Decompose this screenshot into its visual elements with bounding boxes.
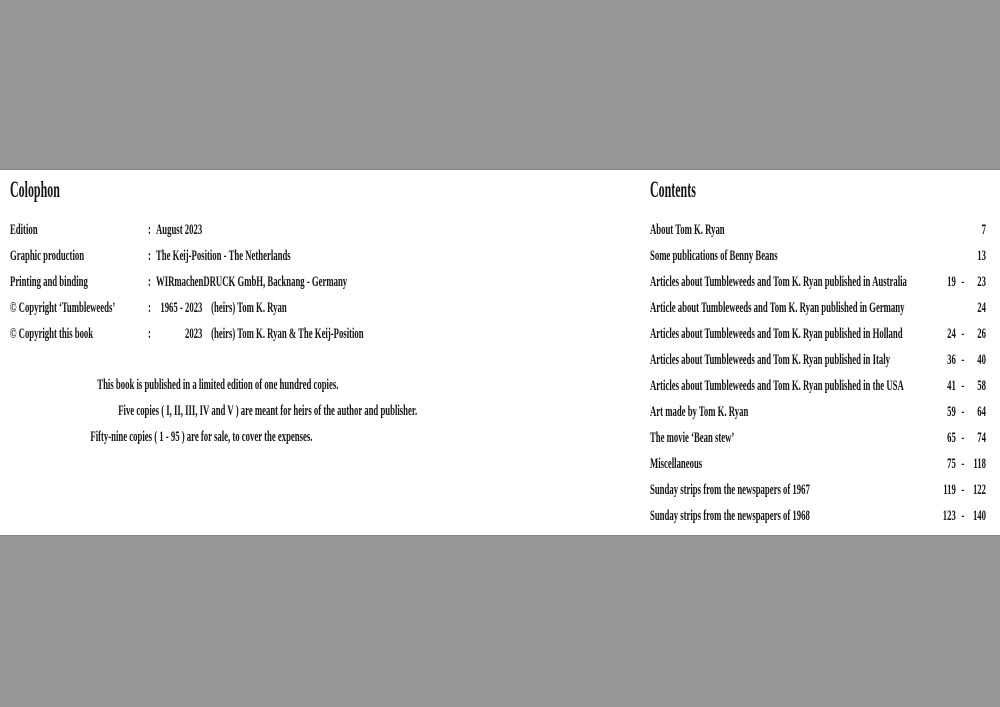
contents-row-page-dash: - xyxy=(961,404,965,420)
contents-row-page-start: 19 xyxy=(947,274,956,290)
colophon-heading xyxy=(10,178,106,202)
contents-row-page-dash: - xyxy=(961,508,965,524)
contents-row-page-dash: - xyxy=(961,430,965,446)
contents-row xyxy=(650,425,986,451)
colophon-note-line xyxy=(10,424,345,450)
contents-row-pages xyxy=(933,373,986,399)
contents-row-pages xyxy=(933,477,986,503)
contents-row-page-start: 59 xyxy=(947,404,956,420)
contents-row-pages xyxy=(933,347,986,373)
contents-row-page-end: 64 xyxy=(977,404,986,420)
contents-row xyxy=(650,217,986,243)
contents-row xyxy=(650,243,986,269)
contents-row-pages xyxy=(933,217,986,243)
colophon-row-colon: : xyxy=(148,326,151,342)
colophon-row-value xyxy=(156,269,347,295)
colophon-row-value xyxy=(156,295,287,321)
colophon-row-label: Graphic production xyxy=(10,248,85,264)
colophon-row xyxy=(10,217,355,243)
colophon-row-label: © Copyright ‘Tumbleweeds’ xyxy=(10,300,116,316)
contents-row-page-dash: - xyxy=(961,378,965,394)
colophon-rows xyxy=(10,217,364,347)
colophon-note-line xyxy=(10,372,345,398)
contents-row-pages xyxy=(933,269,986,295)
colophon-row-colon: : xyxy=(148,248,151,264)
contents-row-pages xyxy=(933,321,986,347)
colophon-row-value-text: August 2023 xyxy=(156,222,203,238)
contents-row-page-end: 118 xyxy=(973,456,986,472)
contents-row-page-end: 40 xyxy=(977,352,986,368)
contents-row-page-end: 58 xyxy=(977,378,986,394)
colophon-heading-text: Colophon xyxy=(10,177,60,202)
contents-row-page-start: 41 xyxy=(947,378,956,394)
colophon-row-colon: : xyxy=(148,274,151,290)
colophon-row xyxy=(10,269,355,295)
contents-row-page-start: 65 xyxy=(947,430,956,446)
contents-row-page-end: 23 xyxy=(977,274,986,290)
contents-row-pages xyxy=(933,295,986,321)
contents-row-page-dash: - xyxy=(961,482,965,498)
contents-row-page-dash: - xyxy=(961,274,965,290)
contents-rows xyxy=(650,217,986,529)
contents-row-page-end: 140 xyxy=(972,508,986,524)
contents-row-pages xyxy=(933,425,986,451)
contents-row-page-start: 123 xyxy=(942,508,956,524)
contents-heading-text: Contents xyxy=(650,177,696,202)
colophon-row-colon: : xyxy=(148,300,151,316)
contents-row xyxy=(650,269,986,295)
colophon-notes xyxy=(10,372,418,450)
contents-row-page-end: 122 xyxy=(972,482,986,498)
colophon-row-colon: : xyxy=(148,222,151,238)
contents-row xyxy=(650,503,986,529)
contents-row-page-end: 26 xyxy=(977,326,986,342)
colophon-note-text: Five copies ( I, II, III, IV and V ) are meant for heirs of the author and publisher. xyxy=(118,403,418,419)
contents-row xyxy=(650,347,986,373)
contents-row xyxy=(650,373,986,399)
colophon-row-year: 2023 xyxy=(185,326,203,342)
contents-row xyxy=(650,295,986,321)
contents-row-title: Article about Tumbleweeds and Tom K. Ryan published in Germany xyxy=(650,300,905,316)
contents-row-title: Articles about Tumbleweeds and Tom K. Ryan published in Holland xyxy=(650,326,903,342)
contents-row-title: Some publications of Benny Beans xyxy=(650,248,778,264)
contents-row-title: About Tom K. Ryan xyxy=(650,222,725,238)
contents-row-page-start: 36 xyxy=(947,352,956,368)
contents-row-page-start: 119 xyxy=(943,482,956,498)
book-page-spread xyxy=(0,170,1000,535)
contents-row-title: Miscellaneous xyxy=(650,456,703,472)
colophon-row-value xyxy=(156,321,364,347)
colophon-row-label: Printing and binding xyxy=(10,274,88,290)
contents-row-page-start: 24 xyxy=(947,326,956,342)
contents-row-title: Articles about Tumbleweeds and Tom K. Ryan published in Italy xyxy=(650,352,890,368)
contents-row-page-end: 7 xyxy=(981,222,986,238)
contents-row xyxy=(650,399,986,425)
contents-row-title: Articles about Tumbleweeds and Tom K. Ryan published in the USA xyxy=(650,378,904,394)
contents-row-pages xyxy=(933,399,986,425)
contents-row-pages xyxy=(933,243,986,269)
colophon-row-value-text: (heirs) Tom K. Ryan & The Keij-Position xyxy=(211,326,364,342)
contents-row-page-end: 74 xyxy=(977,430,986,446)
colophon-row-label: Edition xyxy=(10,222,38,238)
contents-row-title: Articles about Tumbleweeds and Tom K. Ryan published in Australia xyxy=(650,274,907,290)
contents-page xyxy=(650,170,986,535)
colophon-note-text: This book is published in a limited edition of one hundred copies. xyxy=(97,377,339,393)
colophon-row-year: 1965 - 2023 xyxy=(160,300,203,316)
colophon-page xyxy=(10,170,418,535)
contents-row-title: Art made by Tom K. Ryan xyxy=(650,404,749,420)
contents-row-page-dash: - xyxy=(961,352,965,368)
contents-row-title: The movie ‘Bean stew’ xyxy=(650,430,735,446)
contents-row xyxy=(650,477,986,503)
contents-row-page-end: 13 xyxy=(977,248,986,264)
colophon-row xyxy=(10,295,355,321)
colophon-row-value-text: The Keij-Position - The Netherlands xyxy=(156,248,291,264)
colophon-note-line xyxy=(10,398,418,424)
colophon-row xyxy=(10,243,355,269)
contents-row-page-start: 75 xyxy=(947,456,956,472)
contents-row-title: Sunday strips from the newspapers of 1968 xyxy=(650,508,810,524)
contents-row xyxy=(650,451,986,477)
contents-row-title: Sunday strips from the newspapers of 1967 xyxy=(650,482,810,498)
contents-row-page-dash: - xyxy=(961,326,965,342)
colophon-note-text: Fifty-nine copies ( 1 - 95 ) are for sale, to cover the expenses. xyxy=(90,429,313,445)
contents-row-page-end: 24 xyxy=(977,300,986,316)
colophon-row-value-text: WIRmachenDRUCK GmbH, Backnang - Germany xyxy=(156,274,348,290)
contents-row-page-dash: - xyxy=(961,456,965,472)
contents-row xyxy=(650,321,986,347)
colophon-row-label: © Copyright this book xyxy=(10,326,94,342)
contents-row-pages xyxy=(933,451,986,477)
contents-heading xyxy=(650,178,738,202)
contents-row-pages xyxy=(933,503,986,529)
colophon-row-value xyxy=(156,217,202,243)
colophon-row xyxy=(10,321,364,347)
colophon-row-value-text: (heirs) Tom K. Ryan xyxy=(211,300,287,316)
colophon-row-value xyxy=(156,243,291,269)
